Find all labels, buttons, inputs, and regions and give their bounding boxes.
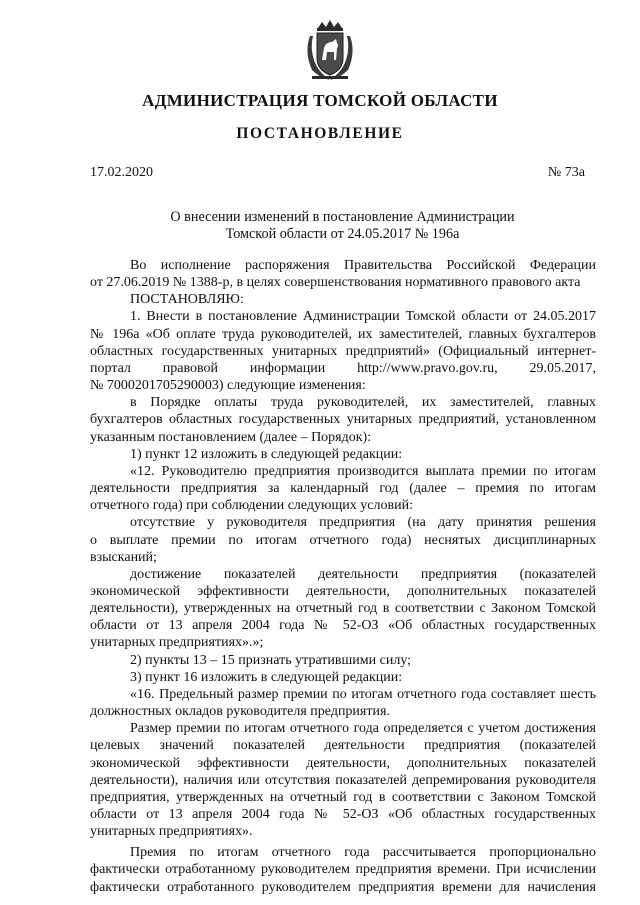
body-line: портал правовой информации http://www.pravo.gov.ru, 29.05.2017, [90, 360, 596, 376]
organization-name: АДМИНИСТРАЦИЯ ТОМСКОЙ ОБЛАСТИ [142, 91, 498, 110]
body-line: деятельности), наличия или отсутствия показателей депремирования руководителя [90, 772, 596, 788]
body-line: «12. Руководителю предприятия производится выплата премии по итогам [130, 463, 596, 479]
body-line: целевых значений показателей деятельности предприятия (показателей [90, 738, 596, 754]
body-line: экономической эффективности деятельности, дополнительных показателей [90, 755, 596, 771]
body-line: 1. Внести в постановление Администрации Томской области от 24.05.2017 [130, 309, 596, 325]
body-line: унитарных предприятиях».»; [90, 635, 264, 651]
body-line: фактически отработанного руководителем предприятия времени для начисления [90, 879, 596, 895]
document-number: № 73а [547, 165, 585, 180]
body-line: должностных окладов руководителя предприятия. [90, 704, 390, 720]
body-line: фактически отработанному руководителем предприятия времени. При исчислении [90, 862, 596, 878]
body-line: Во исполнение распоряжения Правительства Российской Федерации [130, 258, 596, 273]
body-line: № 7000201705290003) следующие изменения: [90, 378, 366, 394]
body-line: о выплате премии по итогам отчетного года) неснятых дисциплинарных [90, 532, 596, 548]
body-line: от 27.06.2019 № 1388-р, в целях совершенствования нормативного правового акта [90, 275, 581, 291]
subject-line: Томской области от 24.05.2017 № 196а [225, 225, 460, 242]
body-line: 1) пункт 12 изложить в следующей редакции: [130, 446, 403, 462]
body-line: ПОСТАНОВЛЯЮ: [130, 292, 244, 308]
body-line: области от 13 апреля 2004 года № 52-ОЗ «Об областных государственных [90, 807, 596, 822]
body-line: области от 13 апреля 2004 года № 52-ОЗ «Об областных государственных [90, 618, 596, 634]
coat-of-arms-icon [300, 18, 360, 84]
body-line: бухгалтеров областных государственных унитарных предприятий, установленном [90, 412, 596, 428]
body-line: отсутствие у руководителя предприятия (на дату принятия решения [130, 515, 596, 531]
body-line: деятельности предприятия за календарный год (далее – премия по итогам [90, 481, 596, 497]
body-line: «16. Предельный размер премии по итогам отчетного года составляет шесть [130, 686, 596, 702]
body-line: достижение показателей деятельности предприятия (показателей [130, 566, 596, 582]
body-line: указанным постановлением (далее – Порядок): [90, 429, 372, 445]
body-line: 2) пункты 13 – 15 признать утратившими силу; [130, 652, 412, 668]
body-line: в Порядке оплаты труда руководителей, их заместителей, главных [130, 395, 596, 411]
body-line: отчетного года) при соблюдении следующих условий: [90, 498, 413, 514]
body-line: деятельности), утвержденных на отчетный год в соответствии с Законом Томской [90, 601, 596, 617]
document-body [90, 257, 596, 896]
body-line: Премия по итогам отчетного года рассчитывается пропорционально [130, 845, 596, 861]
body-line: Размер премии по итогам отчетного года определяется с учетом достижения [130, 721, 596, 737]
document-type: ПОСТАНОВЛЕНИЕ [236, 125, 404, 142]
subject-line: О внесении изменений в постановление Администрации [170, 209, 515, 225]
body-line: экономической эффективности деятельности, дополнительных показателей [90, 583, 596, 599]
body-line: взысканий; [90, 549, 157, 565]
body-line: № 196а «Об оплате труда руководителей, их заместителей, главных бухгалтеров [90, 326, 596, 342]
body-line: областных государственных унитарных предприятий» (Официальный интернет- [90, 343, 596, 359]
body-line: унитарных предприятиях». [90, 824, 253, 840]
document-subject [90, 209, 595, 242]
body-line: предприятия, утвержденных на отчетный год в соответствии с Законом Томской [90, 789, 596, 805]
body-line: 3) пункт 16 изложить в следующей редакции: [130, 669, 403, 685]
document-date: 17.02.2020 [90, 165, 153, 180]
